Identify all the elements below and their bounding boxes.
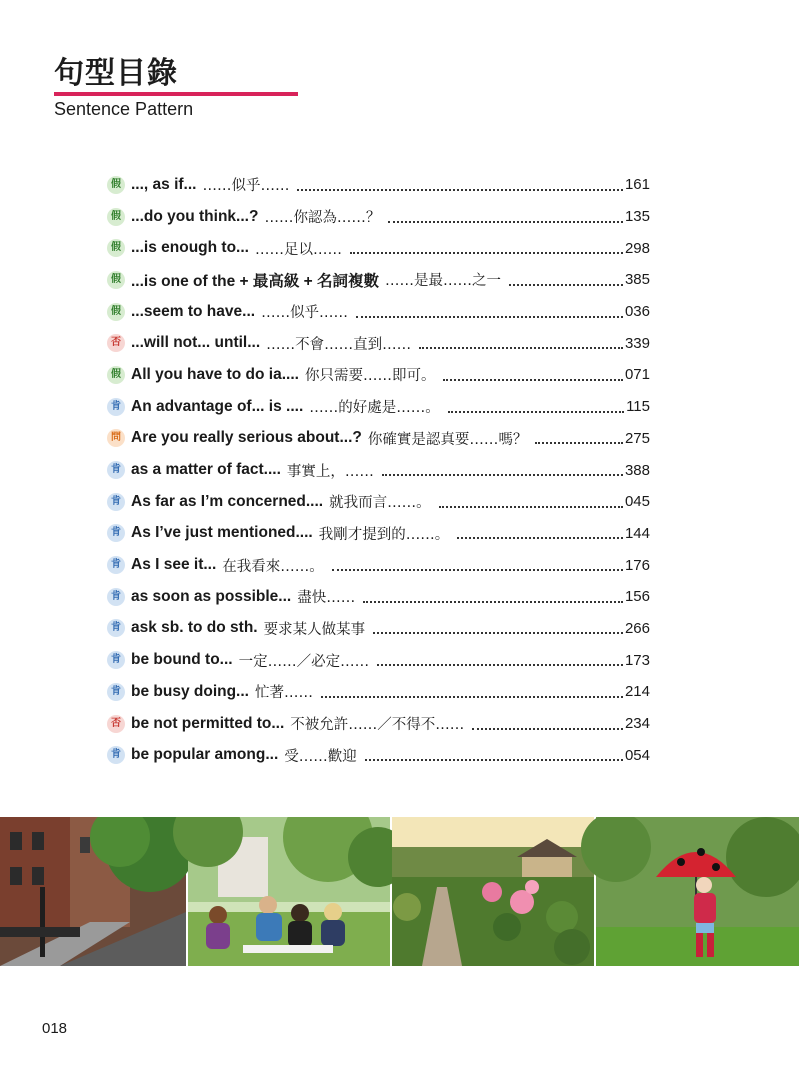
toc-entry[interactable] [107, 581, 650, 613]
dot-leader [363, 601, 623, 603]
entry-page-number: 298 [624, 239, 650, 257]
entry-page-number: 214 [624, 683, 650, 701]
dot-leader [388, 221, 623, 223]
garden-path-house-photo [392, 817, 594, 966]
toc-entry[interactable] [107, 423, 650, 455]
dot-leader [350, 252, 623, 254]
entry-page-number: 156 [624, 588, 650, 606]
toc-entry[interactable] [107, 518, 650, 550]
entry-page-number: 234 [624, 715, 650, 733]
dot-leader [356, 316, 623, 318]
sentence-pattern: ...will not... until... [131, 334, 261, 352]
category-badge: 假 [107, 208, 125, 226]
chinese-meaning: 我剛才提到的……。 [318, 526, 450, 543]
entry-page-number: 054 [624, 746, 650, 764]
girl-with-umbrella-photo [581, 817, 799, 966]
sentence-pattern: as soon as possible... [131, 587, 292, 605]
title-underline [54, 92, 298, 96]
toc-entry[interactable] [107, 169, 650, 201]
city-street-photo [0, 817, 195, 966]
category-badge: 肯 [107, 619, 125, 637]
sentence-pattern: An advantage of... is .... [131, 397, 304, 415]
entry-page-number: 388 [624, 461, 650, 479]
category-badge: 肯 [107, 556, 125, 574]
entry-page-number: 266 [624, 619, 650, 637]
toc-entry[interactable] [107, 486, 650, 518]
toc-entry[interactable] [107, 676, 650, 708]
chinese-meaning: 忙著…… [254, 685, 313, 702]
sentence-pattern: ...do you think...? [131, 207, 259, 225]
students-in-park-photo [173, 817, 408, 966]
toc-entry[interactable] [107, 201, 650, 233]
entry-page-number: 115 [626, 398, 650, 416]
entry-page-number: 135 [624, 208, 650, 226]
sentence-pattern: be not permitted to... [131, 714, 285, 732]
dot-leader [365, 759, 623, 761]
chinese-meaning: 就我而言……。 [329, 495, 431, 512]
toc-entry[interactable] [107, 644, 650, 676]
toc-entry[interactable] [107, 739, 650, 771]
sentence-pattern: ...is enough to... [131, 239, 249, 257]
chinese-meaning: 在我看來……。 [222, 558, 324, 575]
chinese-meaning: ……不會……直到…… [266, 336, 412, 353]
category-badge: 假 [107, 366, 125, 384]
table-of-contents [107, 169, 650, 771]
sentence-pattern: be popular among... [131, 746, 279, 764]
dot-leader [443, 379, 623, 381]
dot-leader [297, 189, 623, 191]
category-badge: 肯 [107, 493, 125, 511]
dot-leader [535, 442, 623, 444]
entry-page-number: 045 [624, 493, 650, 511]
category-badge: 肯 [107, 588, 125, 606]
dot-leader [321, 696, 623, 698]
category-badge: 肯 [107, 461, 125, 479]
dot-leader [509, 284, 623, 286]
chinese-meaning: 受……歡迎 [284, 748, 357, 765]
dot-leader [439, 506, 623, 508]
dot-leader [377, 664, 623, 666]
chinese-meaning: 不被允許……／不得不…… [290, 717, 465, 734]
category-badge: 假 [107, 239, 125, 257]
sentence-pattern: as a matter of fact.... [131, 461, 281, 479]
category-badge: 肯 [107, 683, 125, 701]
chinese-meaning: ……你認為……？ [264, 210, 381, 227]
dot-leader [457, 537, 623, 539]
chinese-meaning: 你只需要……即可。 [304, 368, 436, 385]
dot-leader [382, 474, 623, 476]
category-badge: 否 [107, 715, 125, 733]
sentence-pattern: ..., as if... [131, 175, 197, 193]
chinese-meaning: 一定……／必定…… [238, 653, 370, 670]
photo-strip [0, 817, 799, 966]
sentence-pattern: As I’ve just mentioned.... [131, 524, 313, 542]
entry-page-number: 275 [624, 429, 650, 447]
category-badge: 肯 [107, 746, 125, 764]
sentence-pattern: Are you really serious about...? [131, 429, 362, 447]
category-badge: 肯 [107, 524, 125, 542]
chinese-meaning: ……足以…… [254, 241, 342, 258]
sentence-pattern: All you have to do ia.... [131, 365, 299, 383]
category-badge: 否 [107, 334, 125, 352]
sentence-pattern: ask sb. to do sth. [131, 619, 258, 637]
toc-entry[interactable] [107, 296, 650, 328]
toc-entry[interactable] [107, 391, 650, 423]
category-badge: 肯 [107, 398, 125, 416]
sentence-pattern: be busy doing... [131, 682, 249, 700]
toc-entry[interactable] [107, 264, 650, 296]
chinese-meaning: 事實上，…… [286, 463, 374, 480]
sentence-pattern: be bound to... [131, 651, 233, 669]
sentence-pattern: ...is one of the + 最高級 + 名詞複數 [131, 272, 380, 290]
toc-entry[interactable] [107, 454, 650, 486]
category-badge: 問 [107, 429, 125, 447]
toc-entry[interactable] [107, 327, 650, 359]
entry-page-number: 385 [624, 271, 650, 289]
category-badge: 假 [107, 303, 125, 321]
page-subtitle: Sentence Pattern [54, 99, 194, 119]
toc-entry[interactable] [107, 613, 650, 645]
entry-page-number: 173 [624, 651, 650, 669]
dot-leader [448, 411, 624, 413]
page-number: 018 [42, 1020, 68, 1037]
entry-page-number: 071 [624, 366, 650, 384]
dot-leader [419, 347, 623, 349]
sentence-pattern: ...seem to have... [131, 302, 256, 320]
entry-page-number: 036 [624, 303, 650, 321]
chinese-meaning: 盡快…… [297, 590, 356, 607]
toc-entry[interactable] [107, 549, 650, 581]
toc-entry[interactable] [107, 359, 650, 391]
sentence-pattern: As far as I’m concerned.... [131, 492, 324, 510]
toc-entry[interactable] [107, 708, 650, 740]
entry-page-number: 176 [624, 556, 650, 574]
chinese-meaning: ……似乎…… [202, 178, 290, 195]
entry-page-number: 144 [624, 524, 650, 542]
chinese-meaning: ……是最……之一 [385, 273, 502, 290]
chinese-meaning: 要求某人做某事 [263, 621, 366, 638]
category-badge: 假 [107, 271, 125, 289]
entry-page-number: 339 [624, 334, 650, 352]
page-title: 句型目錄 [54, 56, 178, 91]
toc-entry[interactable] [107, 232, 650, 264]
chinese-meaning: 你確實是認真要……嗎？ [367, 431, 528, 448]
dot-leader [472, 728, 623, 730]
category-badge: 肯 [107, 651, 125, 669]
category-badge: 假 [107, 176, 125, 194]
entry-page-number: 161 [624, 176, 650, 194]
sentence-pattern: As I see it... [131, 556, 217, 574]
chinese-meaning: ……似乎…… [261, 305, 349, 322]
dot-leader [373, 632, 623, 634]
dot-leader [332, 569, 623, 571]
chinese-meaning: ……的好處是……。 [309, 400, 440, 417]
